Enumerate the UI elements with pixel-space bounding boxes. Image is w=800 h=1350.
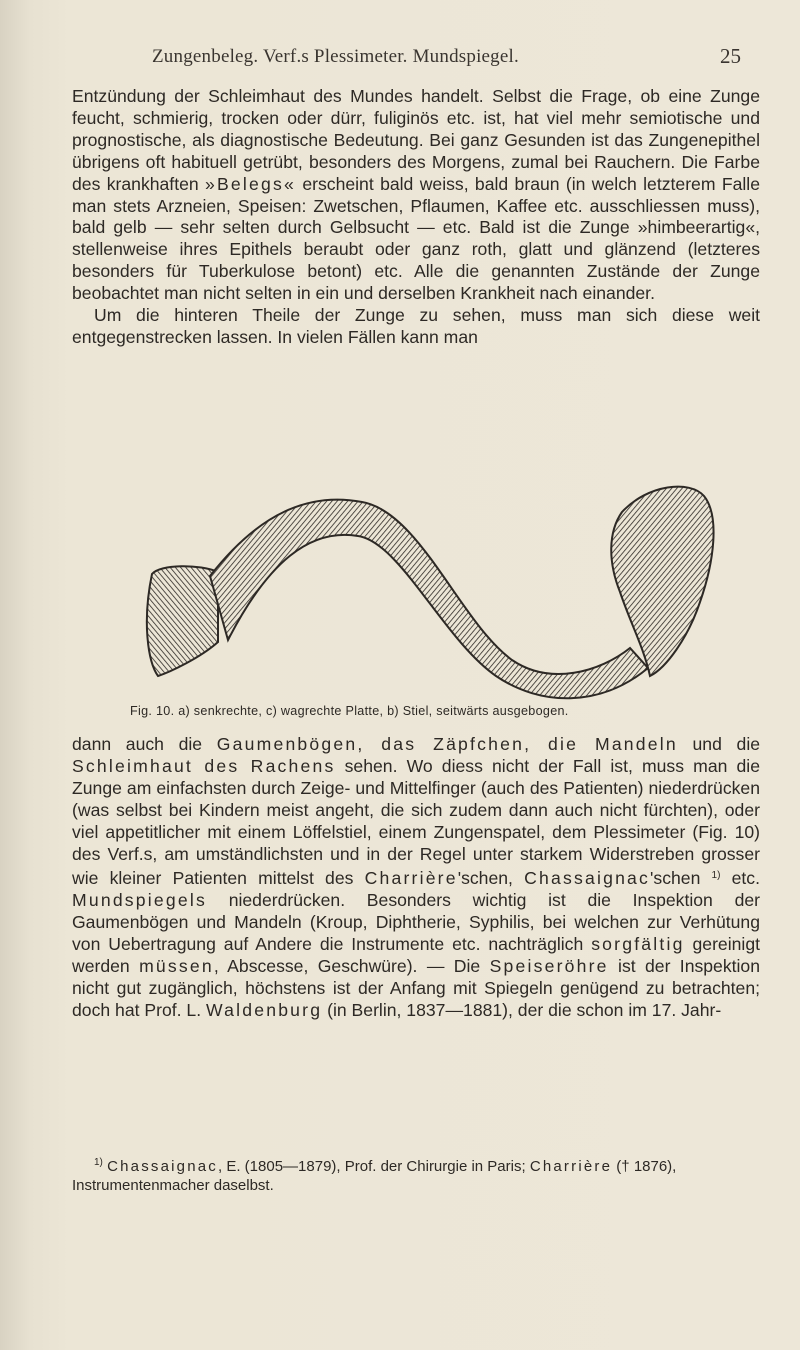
- term-schleimhaut: Schleimhaut des Rachens: [72, 755, 336, 776]
- vertical-plate-a: [147, 566, 218, 676]
- emphasis-muessen: müssen: [139, 956, 214, 977]
- text-run: niederdrücken. Besonders wichtig ist die Inspektion der Gaumenbögen und Mandeln (Kroup, Diphtherie, Syphilis, bei welchen zur Verhütung von Uebertragung auf Andere die Instrumente etc. nachträglich: [72, 890, 760, 955]
- name-chassaignac: Chassaignac: [524, 868, 651, 889]
- text-run: und die: [677, 734, 761, 754]
- horizontal-plate-c: [611, 487, 713, 676]
- plessimeter-illustration: [100, 472, 730, 704]
- running-header: Zungenbeleg. Verf.s Plessimeter. Mundspiegel.: [152, 46, 519, 67]
- name-chassaignac: Chassaignac: [107, 1158, 218, 1175]
- paragraph-throat-inspection: [72, 734, 760, 1022]
- text-run: , E. (1805—1879), Prof. der Chirurgie in Paris;: [218, 1158, 530, 1175]
- stem-b: [210, 500, 648, 699]
- text-run: 'schen: [650, 868, 712, 889]
- text-run: 'schen,: [457, 868, 525, 889]
- page-number: 25: [720, 44, 741, 68]
- text-run: erscheint bald weiss, bald braun (in welch letzterem Falle man stets Arzneien, Speisen: Zwetschen, Pflaumen, Kaffee etc. ausschliessen muss), bald gelb — sehr selten durch Gelbsucht — etc. Bald ist die Zunge »himbeerartig«, stellenweise ihres Epithels beraubt oder ganz roth, glatt und glänzend (letzteres besonders für Tuberkulose betont) etc. Alle die genannten Zustände der Zunge beobachtet man nicht selten in ein und derselben Krankheit nach einander.: [72, 173, 760, 304]
- term-gaumenboegen: Gaumenbögen, das Zäpfchen, die Mandeln: [216, 734, 678, 754]
- figure-caption: Fig. 10. a) senkrechte, c) wagrechte Platte, b) Stiel, seitwärts ausgebogen.: [130, 704, 569, 718]
- text-block-top: [72, 86, 760, 349]
- text-run: (in Berlin, 1837—1881), der die schon im 17. Jahr-: [322, 999, 722, 1020]
- text-run: dann auch die: [72, 734, 217, 754]
- paragraph-posterior-tongue: Um die hinteren Theile der Zunge zu sehen, muss man sich diese weit entgegenstrecken lassen. In vielen Fällen kann man: [72, 305, 760, 347]
- text-run: ist der Inspektion nicht gut zugänglich, höchstens ist der Anfang mit Spiegeln genügend zu betrachten; doch hat Prof. L.: [72, 956, 761, 1020]
- footnote-reference: 1): [711, 870, 721, 882]
- name-waldenburg: Waldenburg: [206, 999, 323, 1020]
- text-run: , Abscesse, Geschwüre). — Die: [213, 956, 490, 977]
- name-charriere: Charrière: [529, 1158, 613, 1175]
- text-run: Entzündung der Schleimhaut des Mundes handelt. Selbst die Frage, ob eine Zunge feucht, schmierig, trocken oder dürr, fuliginös etc. ist, hat viel mehr semiotische und prognostische, als diagnostische Bedeutung. Bei ganz Gesunden ist das Zungenepithel übrigens oft habituell getrübt, besonders des Morgens, zumal bei Rauchern. Die Farbe des krankhaften: [72, 86, 760, 194]
- footnote-mark: 1): [94, 1157, 103, 1168]
- figure-plessimeter: [100, 472, 730, 704]
- footnote: [72, 1153, 760, 1195]
- text-run: († 1876), Instrumentenmacher daselbst.: [72, 1158, 677, 1194]
- term-mundspiegels: Mundspiegels: [72, 890, 207, 911]
- text-block-bottom: [72, 734, 760, 1022]
- text-run: sehen. Wo diess nicht der Fall ist, muss man die Zunge am einfachsten durch Zeige- und Mittelfinger (auch des Patienten) niederdrücken (was selbst bei Kindern meist angeht, die sich zudem dann auch nicht fürchten), oder viel appetitlicher mit einem Löffelstiel, einem Zungenspatel, dem Plessimeter (Fig. 10) des Verf.s, am umständlichsten und in der Regel unter starkem Widerstreben grosser wie kleiner Patienten mittelst des: [72, 755, 760, 889]
- footnote-text: [72, 1153, 760, 1195]
- text-run: etc.: [720, 868, 760, 889]
- emphasis-sorgfaeltig: sorgfältig: [591, 934, 685, 955]
- term-speiseroehre: Speiseröhre: [489, 956, 609, 977]
- paragraph-tongue-coating: [72, 86, 760, 305]
- name-charriere: Charrière: [364, 868, 458, 889]
- term-belegs: »Belegs«: [205, 173, 296, 194]
- text-run: gereinigt werden: [72, 934, 760, 977]
